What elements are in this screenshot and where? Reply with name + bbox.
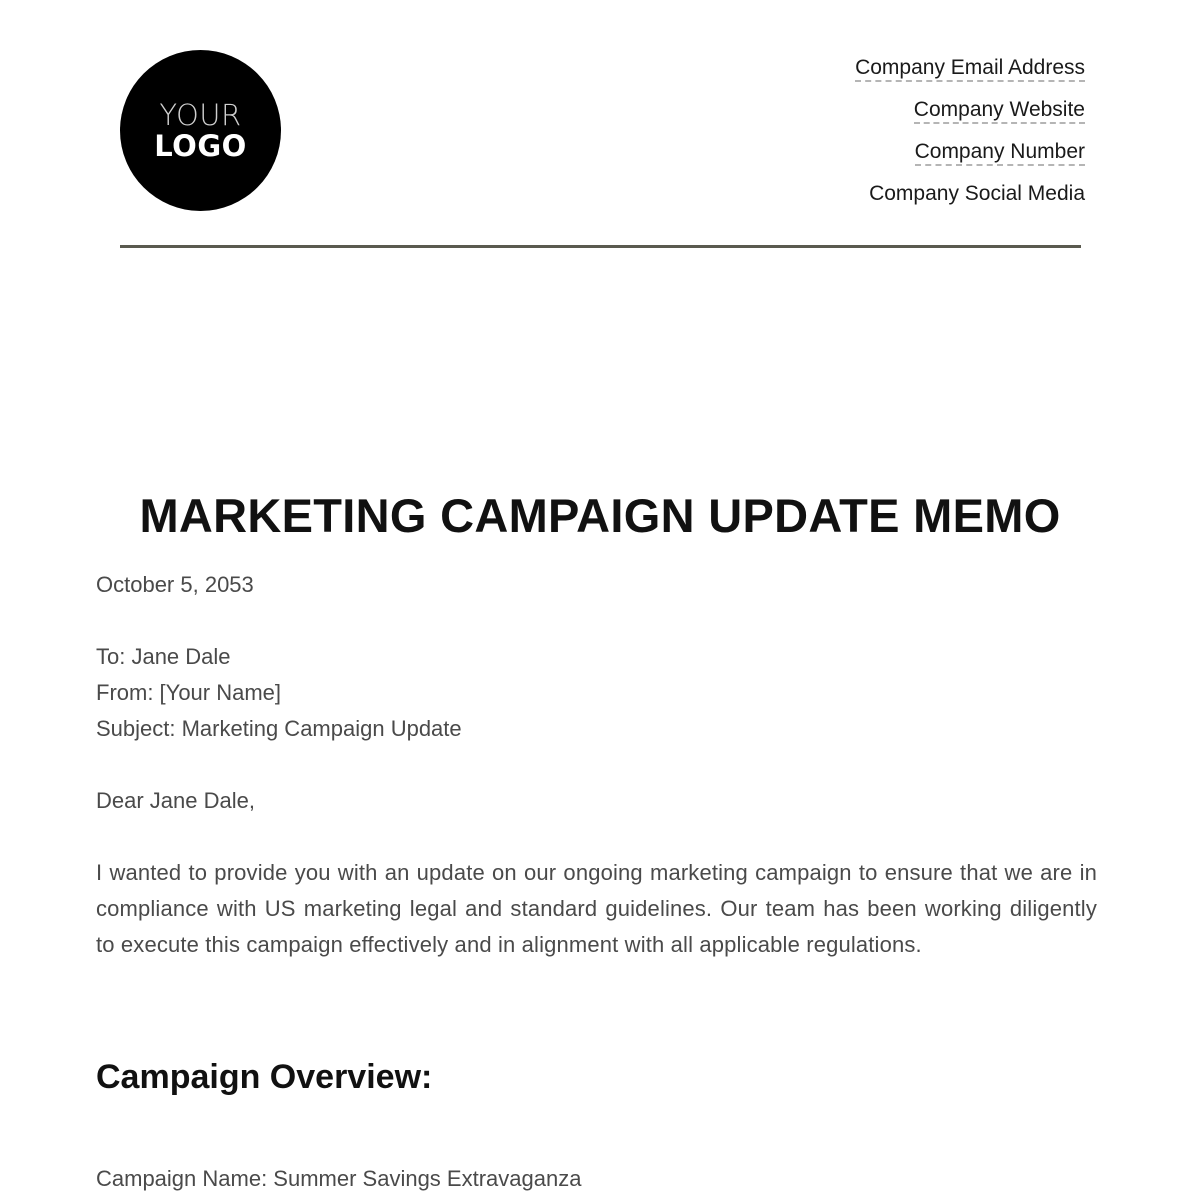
memo-to: To: Jane Dale [96, 644, 231, 669]
logo-text-logo: LOGO [154, 128, 247, 163]
company-logo [120, 50, 281, 211]
memo-meta-block [96, 639, 1097, 747]
company-website-line [855, 96, 1085, 138]
memo-title: MARKETING CAMPAIGN UPDATE MEMO [139, 489, 1061, 542]
section-heading-campaign-overview: Campaign Overview: [96, 1058, 433, 1096]
memo-subject: Subject: Marketing Campaign Update [96, 716, 462, 741]
memo-greeting: Dear Jane Dale, [96, 788, 255, 813]
company-number-link[interactable]: Company Number [915, 140, 1085, 166]
company-email-line [855, 54, 1085, 96]
company-website-link[interactable]: Company Website [914, 98, 1085, 124]
memo-from: From: [Your Name] [96, 680, 282, 705]
campaign-name-line: Campaign Name: Summer Savings Extravaganza [96, 1166, 582, 1191]
company-social-line [855, 180, 1085, 222]
company-email-link[interactable]: Company Email Address [855, 56, 1085, 82]
company-contact-block [855, 54, 1085, 222]
memo-intro-paragraph: I wanted to provide you with an update on our ongoing marketing campaign to ensure that we are in compliance with US marketing legal and standard guidelines. Our team has been working diligently to execute this campaign effectively and in alignment with all applicable regulations. [96, 860, 1097, 957]
logo-text-your: YOUR [159, 97, 242, 132]
memo-date: October 5, 2053 [96, 572, 254, 597]
company-social-text: Company Social Media [869, 182, 1085, 205]
header-divider [120, 245, 1081, 248]
company-number-line [855, 138, 1085, 180]
